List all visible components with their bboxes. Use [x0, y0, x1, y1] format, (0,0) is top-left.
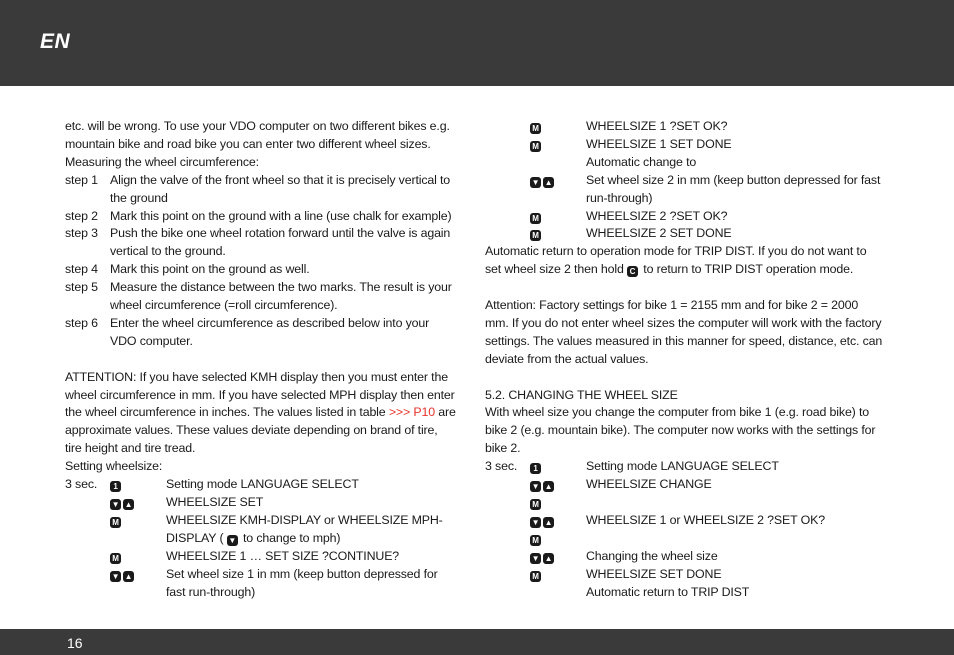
step-row-2	[65, 208, 457, 226]
factory-settings-paragraph: Attention: Factory settings for bike 1 = 2155 mm and for bike 2 = 2000 mm. If you do not enter wheel sizes the computer will work with the factory settings. The values measured in this manner for speed, distance, etc. can deviate from the actual values.	[485, 298, 883, 366]
sequence-row	[485, 512, 885, 530]
down-button-icon: ▼	[111, 571, 120, 581]
left-column	[65, 118, 457, 601]
down-button-icon: ▼	[111, 500, 120, 510]
step-text: Measure the distance between the two marks. The result is your wheel circumference (=roll circumference).	[110, 280, 452, 313]
step-row-6	[65, 315, 457, 351]
step-label: step 6	[65, 315, 98, 330]
language-label: EN	[40, 30, 71, 53]
mode-button-icon: M	[110, 553, 121, 564]
sequence-text-part: WHEELSIZE KMH-DISPLAY or WHEELSIZE MPH-DISPLAY (	[166, 512, 443, 545]
page-number: 16	[67, 635, 83, 651]
sequence-text: WHEELSIZE 1 … SET SIZE ?CONTINUE?	[166, 548, 400, 563]
mode-button-icon: M	[110, 517, 121, 528]
sequence-row	[65, 476, 457, 494]
sequence-text: WHEELSIZE 1 or WHEELSIZE 2 ?SET OK?	[586, 512, 825, 527]
step-label: step 3	[65, 226, 98, 241]
sequence-row	[485, 548, 885, 566]
up-button-icon: ▲	[124, 571, 133, 581]
section-title: 5.2. CHANGING THE WHEEL SIZE	[485, 387, 678, 402]
sequence-text	[166, 512, 457, 548]
auto-return-text: Automatic return to operation mode for TRIP DIST. If you do not want to set wheel size 2 then hold	[485, 244, 867, 277]
up-button-icon: ▲	[124, 500, 133, 510]
sequence-text: Changing the wheel size	[586, 548, 718, 563]
step-label: step 5	[65, 280, 98, 295]
mode-button-icon: M	[530, 499, 541, 510]
setting-title: Setting wheelsize:	[65, 459, 163, 474]
auto-return-paragraph	[485, 243, 885, 279]
step-row-3	[65, 225, 457, 261]
duration-label: 3 sec.	[485, 459, 518, 474]
page-header	[0, 0, 954, 86]
sequence-text-part: to change to mph)	[239, 530, 341, 545]
button-1-icon: 1	[110, 481, 121, 492]
sequence-text: WHEELSIZE SET	[166, 495, 264, 510]
sequence-row	[485, 118, 885, 136]
sequence-text: WHEELSIZE 1 SET DONE	[586, 136, 732, 151]
duration-label: 3 sec.	[65, 477, 98, 492]
sequence-row	[65, 494, 457, 512]
mode-button-icon: M	[530, 213, 541, 224]
page-reference-link[interactable]: >>> P10	[388, 405, 435, 420]
sequence-text: Setting mode LANGUAGE SELECT	[586, 459, 779, 474]
step-text: Mark this point on the ground as well.	[110, 262, 310, 277]
attention-text: ATTENTION: If you have selected KMH display then you must enter the wheel circumference in mm. If you have selected MPH display then enter the wheel circumference in inches. The values listed in table	[65, 369, 455, 420]
up-button-icon: ▲	[544, 517, 553, 527]
sequence-row	[485, 172, 885, 208]
sequence-text: Set wheel size 1 in mm (keep button depressed for fast run-through)	[166, 566, 438, 599]
step-label: step 2	[65, 208, 98, 223]
step-text: Align the valve of the front wheel so that it is precisely vertical to the ground	[110, 172, 451, 205]
sequence-row	[485, 458, 885, 476]
attention-text-rest: are approximate values. These values deviate depending on brand of tire, tire height and tire tread.	[65, 405, 456, 456]
down-button-icon: ▼	[531, 517, 540, 527]
sequence-row	[485, 476, 885, 494]
step-text: Enter the wheel circumference as described below into your VDO computer.	[110, 315, 430, 348]
up-button-icon: ▲	[544, 482, 553, 492]
section-text: With wheel size you change the computer from bike 1 (e.g. road bike) to bike 2 (e.g. mountain bike). The computer now works with the settings for bike 2.	[485, 405, 876, 456]
step-row-1	[65, 172, 457, 208]
up-button-icon: ▲	[544, 553, 553, 563]
up-button-icon: ▲	[544, 177, 553, 187]
sequence-row	[65, 566, 457, 602]
step-row-4	[65, 261, 457, 279]
attention-paragraph	[65, 369, 457, 459]
auto-return-text-rest: to return to TRIP DIST operation mode.	[639, 262, 854, 277]
mode-button-icon: M	[530, 230, 541, 241]
sequence-text: WHEELSIZE SET DONE	[586, 566, 722, 581]
sequence-row	[485, 530, 885, 548]
down-button-icon: ▼	[531, 482, 540, 492]
button-1-icon: 1	[530, 463, 541, 474]
mode-button-icon: M	[530, 571, 541, 582]
sequence-row	[65, 548, 457, 566]
step-label: step 1	[65, 172, 98, 187]
step-label: step 4	[65, 262, 98, 277]
sequence-text: Setting mode LANGUAGE SELECT	[166, 477, 359, 492]
sequence-row	[485, 566, 885, 584]
sequence-note: Automatic return to TRIP DIST	[586, 584, 750, 599]
sequence-text: WHEELSIZE CHANGE	[586, 477, 712, 492]
sequence-row	[485, 225, 885, 243]
sequence-note: Automatic change to	[586, 154, 697, 169]
intro-text: etc. will be wrong. To use your VDO computer on two different bikes e.g. mountain bike and road bike you can enter two different wheel sizes. Measuring the wheel circumference:	[65, 119, 450, 169]
page-footer	[0, 629, 954, 655]
mode-button-icon: M	[530, 123, 541, 134]
sequence-text: WHEELSIZE 2 ?SET OK?	[586, 208, 728, 223]
sequence-text: WHEELSIZE 2 SET DONE	[586, 226, 732, 241]
c-button-icon: C	[627, 266, 638, 277]
step-row-5	[65, 279, 457, 315]
down-button-icon: ▼	[228, 535, 237, 545]
sequence-text: Set wheel size 2 in mm (keep button depressed for fast run-through)	[586, 172, 881, 205]
sequence-row	[485, 208, 885, 226]
sequence-text: WHEELSIZE 1 ?SET OK?	[586, 119, 728, 133]
sequence-row	[485, 494, 885, 512]
sequence-row	[485, 136, 885, 154]
down-button-icon: ▼	[531, 553, 540, 563]
mode-button-icon: M	[530, 535, 541, 546]
sequence-row	[65, 512, 457, 548]
down-button-icon: ▼	[531, 177, 540, 187]
step-text: Mark this point on the ground with a line (use chalk for example)	[110, 208, 452, 223]
step-text: Push the bike one wheel rotation forward until the valve is again vertical to the ground.	[110, 226, 451, 259]
right-column	[485, 118, 885, 601]
mode-button-icon: M	[530, 141, 541, 152]
